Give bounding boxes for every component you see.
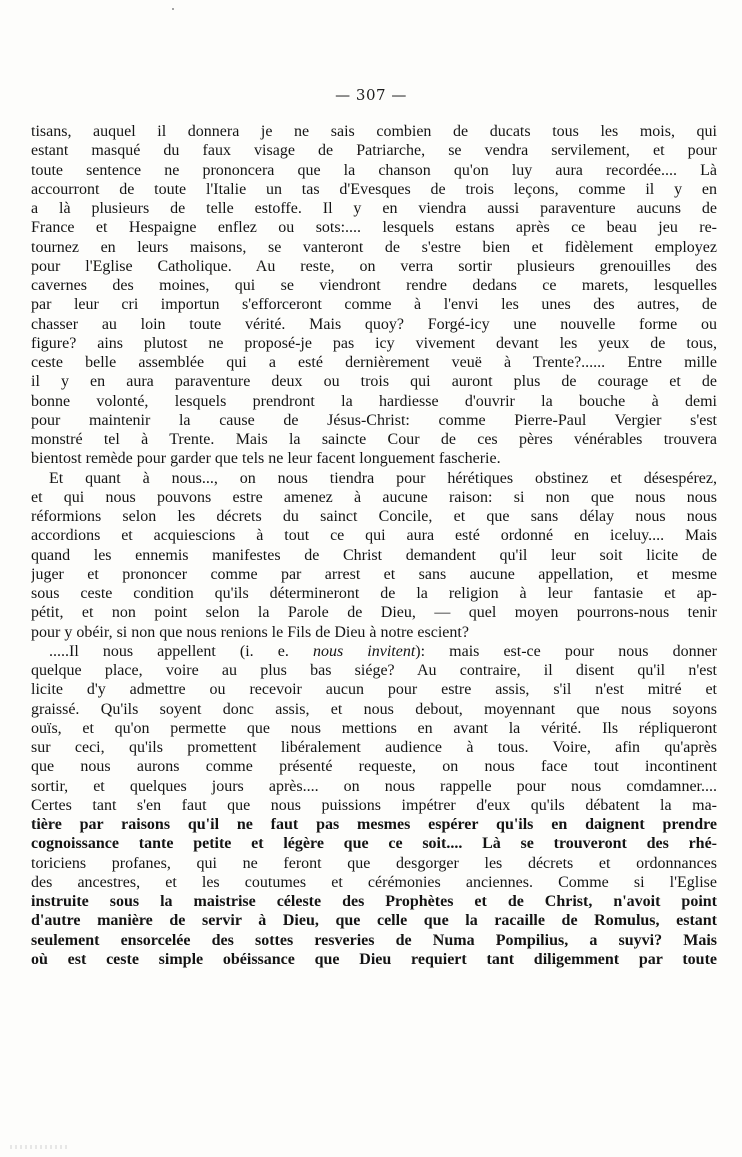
text-line: seulement ensorcelée des sottes resveries de Numa Pompilius, a suyvi? Mais: [31, 931, 717, 949]
text-line: par leur cri importun s'efforceront comme à l'envi les unes des autres, de: [31, 296, 717, 314]
text-line: pétit, et non point selon la Parole de Dieu, — quel moyen pourrons-nous tenir: [31, 604, 717, 622]
text-line: tière par raisons qu'il ne faut pas mesmes espérer qu'ils en daignent prendre: [31, 816, 717, 833]
text-line: estant masqué du faux visage de Patriarche, se vendra servilement, et pour: [31, 142, 717, 160]
text-line: instruite sous la maistrise céleste des Prophètes et de Christ, n'avoit point: [31, 893, 717, 910]
text-line: France et Hespaigne enflez ou sots:.... lesquels estans après ce beau jeu re-: [31, 219, 717, 237]
text-line: Certes tant s'en faut que nous puissions impétrer d'eux qu'ils débatent la ma-: [31, 796, 717, 814]
text-line: .....Il nous appellent (i. e. nous invitent): mais est-ce pour nous donner: [49, 642, 717, 660]
text-line: où est ceste simple obéissance que Dieu requiert tant diligemment par toute: [31, 950, 717, 968]
text-line: accordions et acquiescions à tout ce qui aura esté ordonné en iceluy.... Mais: [31, 527, 717, 545]
text-line: monstré tel à Trente. Mais la saincte Cour de ces pères vénérables trouvera: [31, 431, 717, 448]
text-line: quand les ennemis manifestes de Christ demandent qu'il leur soit licite de: [31, 546, 717, 564]
text-line: cognoissance tante petite et légère que ce soit.... Là se trouveront des rhé-: [31, 835, 717, 853]
text-line: toute sentence ne prononcera que la chanson qu'on luy aura recordée.... Là: [31, 161, 717, 179]
text-line: accourront de toute l'Italie un tas d'Evesques de trois leçons, comme il y en: [31, 180, 717, 198]
text-line: d'autre manière de servir à Dieu, que celle que la racaille de Romulus, estant: [31, 912, 717, 930]
text-line: toriciens profanes, qui ne feront que desgorger les décrets et ordonnances: [31, 854, 717, 872]
text-line: réformions selon les décrets du sainct Concile, et que sans délay nous nous: [31, 508, 717, 525]
text-line: des ancestres, et les coutumes et cérémonies anciennes. Comme si l'Eglise: [31, 873, 717, 891]
text-line: tisans, auquel il donnera je ne sais combien de ducats tous les mois, qui: [31, 123, 717, 140]
text-line: Et quant à nous..., on nous tiendra pour hérétiques obstinez et désespérez,: [49, 469, 717, 487]
text-line: pour maintenir la cause de Jésus-Christ: comme Pierre-Paul Vergier s'est: [31, 411, 717, 429]
text-line: licite d'y admettre ou recevoir aucun pour estre assis, s'il n'est mitré et: [31, 681, 717, 699]
text-line: quelque place, voire au plus bas siége? Au contraire, il disent qu'il n'est: [31, 662, 717, 679]
text-line: bientost remède pour garder que tels ne leur facent longuement fascherie.: [31, 450, 501, 468]
body-text: [31, 122, 717, 969]
text-line: sortir, et quelques jours après.... on nous rappelle pour nous comdamner....: [31, 777, 717, 795]
text-line: bonne volonté, lesquels prendront la hardiesse d'ouvrir la bouche à demi: [31, 392, 717, 410]
text-line: figure? ains plutost ne proposé-je pas icy vivement devant les yeux de tous,: [31, 334, 717, 352]
text-line: chasser au loin toute vérité. Mais quoy? Forgé-icy une nouvelle forme ou: [31, 315, 717, 333]
paper-speck: [172, 8, 174, 10]
text-line: ceste belle assemblée qui a esté dernièrement veuë à Trente?...... Entre mille: [31, 354, 717, 371]
text-line: tournez en leurs maisons, se vanteront de s'estre bien et fidèlement employez: [31, 238, 717, 256]
text-line: pour l'Eglise Catholique. Au reste, on verra sortir plusieurs grenouilles des: [31, 257, 717, 275]
text-line: sous ceste condition qu'ils détermineront de la religion à leur fantasie et ap-: [31, 585, 717, 602]
text-line: que nous aurons comme présenté requeste, on nous face tout incontinent: [31, 758, 717, 776]
text-line: a là plusieurs de telle estoffe. Il y en viendra aussi paraventure aucuns de: [31, 200, 717, 217]
text-line: et qui nous pouvons estre amenez à aucune raison: si non que nous nous: [31, 488, 717, 506]
text-line: cavernes des moines, qui se viendront rendre dedans ce marets, lesquelles: [31, 277, 717, 294]
text-line: pour y obéir, si non que nous renions le Fils de Dieu à notre escient?: [31, 623, 469, 641]
text-line: graissé. Qu'ils soyent donc assis, et nous debout, moyennant que nous soyons: [31, 700, 717, 718]
scan-noise: [10, 1145, 70, 1149]
page-number: — 307 —: [335, 86, 407, 104]
text-line: juger et prononcer comme par arrest et sans aucune appellation, et mesme: [31, 565, 717, 583]
text-line: sur ceci, qu'ils promettent libéralement audience à tous. Voire, afin qu'après: [31, 739, 717, 756]
text-line: ouïs, et qu'on permette que nous mettions en avant la vérité. Ils répliqueront: [31, 719, 717, 737]
text-line: il y en aura paraventure deux ou trois qui auront plus de courage et de: [31, 373, 717, 391]
